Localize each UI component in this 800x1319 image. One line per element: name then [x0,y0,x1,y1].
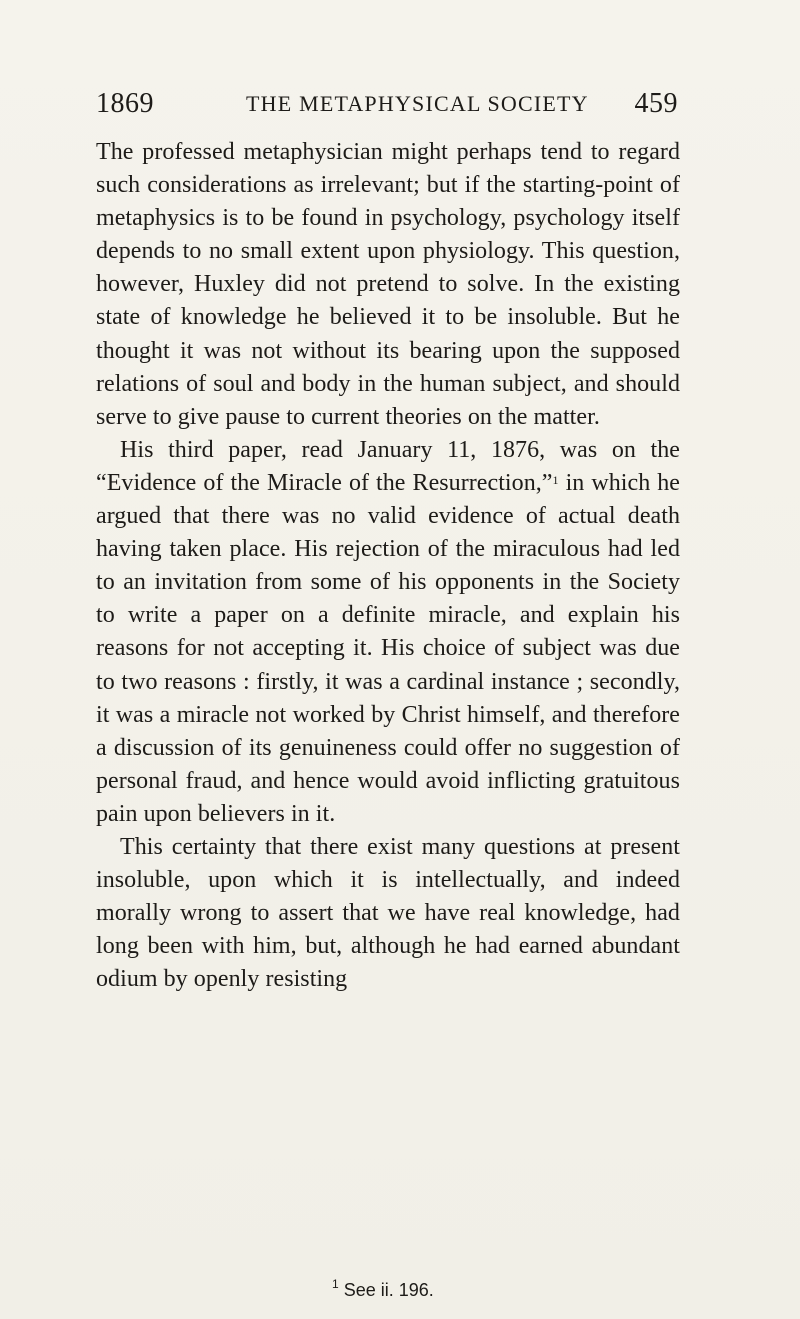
header-title: THE METAPHYSICAL SOCIETY [246,91,589,116]
paragraph-1: The professed metaphysician might perhaps tend to regard such considerations as irrelevant; but if the starting-point of metaphysics is to be found in psychology, psychology itself depends to no small extent upon physiology. This question, however, Huxley did not pretend to solve. In the existing state of knowledge he believed it to be insoluble. But he thought it was not without its bearing upon the supposed relations of soul and body in the human subject, and should serve to give pause to current theories on the matter. [96,139,680,430]
running-header [96,84,678,122]
page-number: 459 [634,88,678,119]
paragraph-2-end: in which he argued that there was no valid evidence of actual death having taken place. His rejection of the miraculous had led to an invitation from some of his opponents in the Society to write a paper on a definite miracle, and explain his reasons for not accepting it. His choice of subject was due to two reasons : firstly, it was a cardinal instance ; secondly, it was a miracle not worked by Christ himself, and therefore a discussion of its genuineness could offer no suggestion of personal fraud, and hence would avoid inflicting gratuitous pain upon believers in it. [96,469,680,827]
footnote [332,1277,434,1300]
paragraph-3: This certainty that there exist many questions at present insoluble, upon which it is intellectually, and indeed morally wrong to assert that we have real knowledge, had long been with him, but, although he had earned abundant odium by openly resisting [96,833,680,993]
paragraph-2-start: His third paper, read January 11, 1876, was on the “Evidence of the Miracle of the Resurrection,” [96,436,680,496]
header-year: 1869 [96,88,154,119]
footnote-text: See ii. 196. [343,1280,434,1300]
paragraph-2 [96,434,680,831]
body-text [96,136,680,996]
footnote-mark: 1 [332,1277,339,1291]
footnote-reference: 1 [552,472,559,487]
